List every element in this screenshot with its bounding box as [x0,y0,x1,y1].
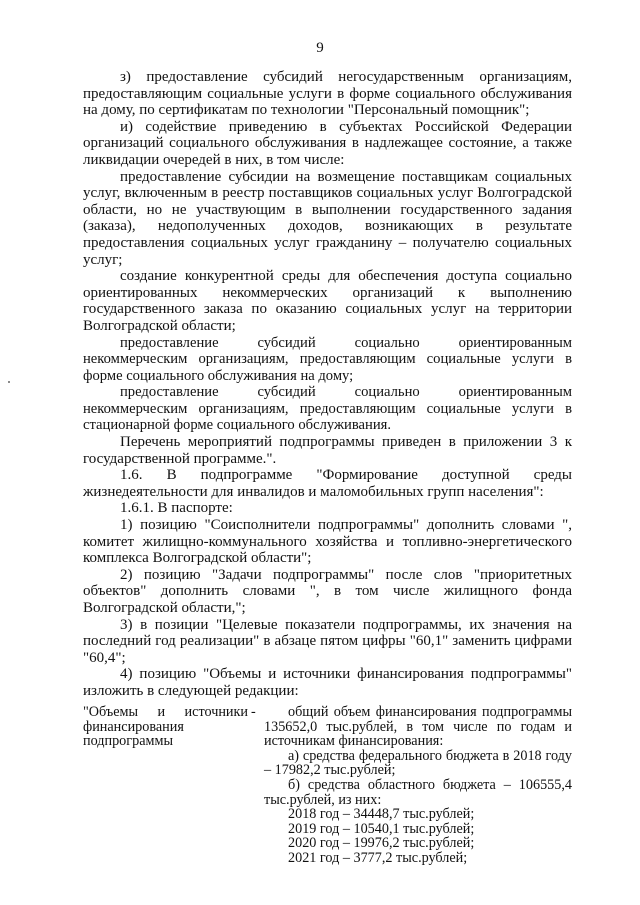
paragraph-1-6-subprogram: 1.6. В подпрограмме "Формирование доступной среды жизнедеятельности для инвалидов и маломобильных групп населения": [83,467,572,500]
paragraph-item-3-targets: 3) в позиции "Целевые показатели подпрограммы, их значения на последний год реализации" в абзаце пятом цифры "60,1" заменить цифрами "60,4"; [83,616,572,666]
paragraph-subsidies-home-service: предоставление субсидий социально ориентированным некоммерческим организациям, предоставляющим социальные услуги в форме социального обслуживания на дому; [83,334,572,384]
document-body [83,69,572,700]
page-number: 9 [316,40,324,56]
financing-label-text: "Объемы и источники финансирования подпрограммы [83,704,248,750]
paragraph-activities-list: Перечень мероприятий подпрограммы приведен в приложении 3 к государственной программе.". [83,434,572,467]
paragraph-competitive-environment: создание конкурентной среды для обеспечения доступа социально ориентированных некоммерческих организаций к выполнению государственного заказа по оказанию социальных услуг на территории Волгоградской области; [83,268,572,334]
financing-year-2020: 2020 год – 19976,2 тыс.рублей; [288,835,475,852]
paragraph-z-subsidies-personal-assistant: з) предоставление субсидий негосударственным организациям, предоставляющим социальные услуги в форме социального обслуживания на дому, по сертификатам по технологии "Персональный помощник"; [83,69,572,119]
paragraph-i-organizations-condition: и) содействие приведению в субъектах Российской Федерации организаций социального обслуживания в надлежащее состояние, а также ликвидации очередей в них, в том числе: [83,118,572,168]
financing-intro: общий объем финансирования подпрограммы 135652,0 тыс.рублей, в том числе по годам и источникам финансирования: [264,704,572,750]
financing-year-2018: 2018 год – 34448,7 тыс.рублей; [288,806,475,823]
financing-year-2021: 2021 год – 3777,2 тыс.рублей; [288,849,468,866]
financing-dash: - [251,704,256,720]
paragraph-item-2-tasks: 2) позицию "Задачи подпрограммы" после слов "приоритетных объектов" дополнить словами ", в том числе жилищного фонда Волгоградской области,"; [83,566,572,616]
financing-regional: б) средства областного бюджета – 106555,4 тыс.рублей, из них: [264,776,572,808]
paragraph-item-1-coexecutors: 1) позицию "Соисполнители подпрограммы" дополнить словами ", комитет жилищно-коммунального хозяйства и топливно-энергетического комплекса Волгоградской области"; [83,517,572,567]
scan-speck [8,381,10,383]
financing-federal: а) средства федерального бюджета в 2018 году – 17982,2 тыс.рублей; [264,747,572,779]
financing-table-details [264,705,572,866]
paragraph-item-4-financing: 4) позицию "Объемы и источники финансирования подпрограммы" изложить в следующей редакции: [83,666,572,699]
financing-table-label [83,704,256,750]
financing-year-2019: 2019 год – 10540,1 тыс.рублей; [288,820,475,837]
paragraph-1-6-1-passport: 1.6.1. В паспорте: [120,500,233,517]
paragraph-subsidies-inpatient-service: предоставление субсидий социально ориентированным некоммерческим организациям, предоставляющим социальные услуги в стационарной форме социального обслуживания. [83,384,572,434]
paragraph-subsidy-reimbursement: предоставление субсидии на возмещение поставщикам социальных услуг, включенным в реестр поставщиков социальных услуг Волгоградской области, но не участвующим в выполнении государственного задания (заказа), недополученных доходов, возникающих в результате предоставления социальных услуг гражданину – получателю социальных услуг; [83,168,572,268]
